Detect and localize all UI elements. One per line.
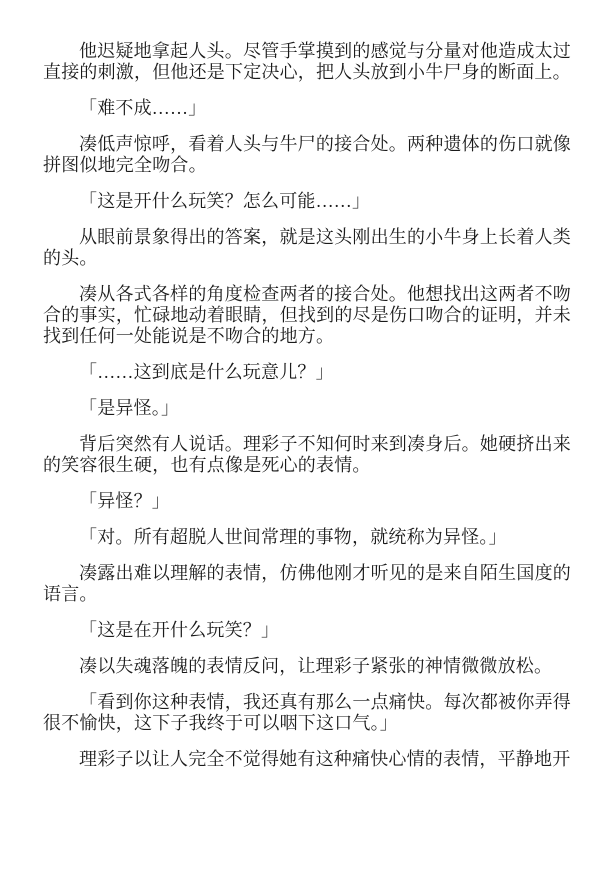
paragraph-dialogue: 「……这到底是什么玩意儿？」 (79, 362, 334, 382)
paragraph-dialogue: 「异怪？」 (79, 491, 170, 511)
paragraph: 凑低声惊呼，看着人头与牛尸的接合处。两种遗体的伤口就像拼图似地完全吻合。 (43, 134, 571, 175)
paragraph-dialogue: 「这是在开什么玩笑？」 (79, 620, 280, 640)
paragraph: 凑露出难以理解的表情，仿佛他刚才听见的是来自陌生国度的语言。 (43, 563, 571, 604)
paragraph-dialogue: 「这是开什么玩笑？怎么可能……」 (79, 191, 371, 211)
paragraph: 他迟疑地拿起人头。尽管手掌摸到的感觉与分量对他造成太过直接的刺激，但他还是下定决心，把人头放到小牛尸身的断面上。 (43, 41, 571, 82)
paragraph: 从眼前景象得出的答案，就是这头刚出生的小牛身上长着人类的头。 (43, 227, 571, 268)
paragraph: 背后突然有人说话。理彩子不知何时来到凑身后。她硬挤出来的笑容很生硬，也有点像是死心的表情。 (43, 434, 571, 475)
paragraph: 凑以失魂落魄的表情反问，让理彩子紧张的神情微微放松。 (79, 656, 553, 676)
paragraph-dialogue: 「对。所有超脱人世间常理的事物，就统称为异怪。」 (79, 527, 507, 547)
paragraph: 凑从各式各样的角度检查两者的接合处。他想找出这两者不吻合的事实，忙碌地动着眼睛，但找到的尽是伤口吻合的证明，并未找到任何一处能说是不吻合的地方。 (43, 284, 571, 346)
paragraph-dialogue: 「难不成……」 (79, 98, 207, 118)
text-column (43, 41, 571, 770)
paragraph-dialogue: 「看到你这种表情，我还真有那么一点痛快。每次都被你弄得很不愉快，这下子我终于可以咽下这口气。」 (43, 692, 571, 733)
paragraph-dialogue: 「是异怪。」 (79, 398, 180, 418)
paragraph: 理彩子以让人完全不觉得她有这种痛快心情的表情，平静地开 (79, 749, 571, 769)
